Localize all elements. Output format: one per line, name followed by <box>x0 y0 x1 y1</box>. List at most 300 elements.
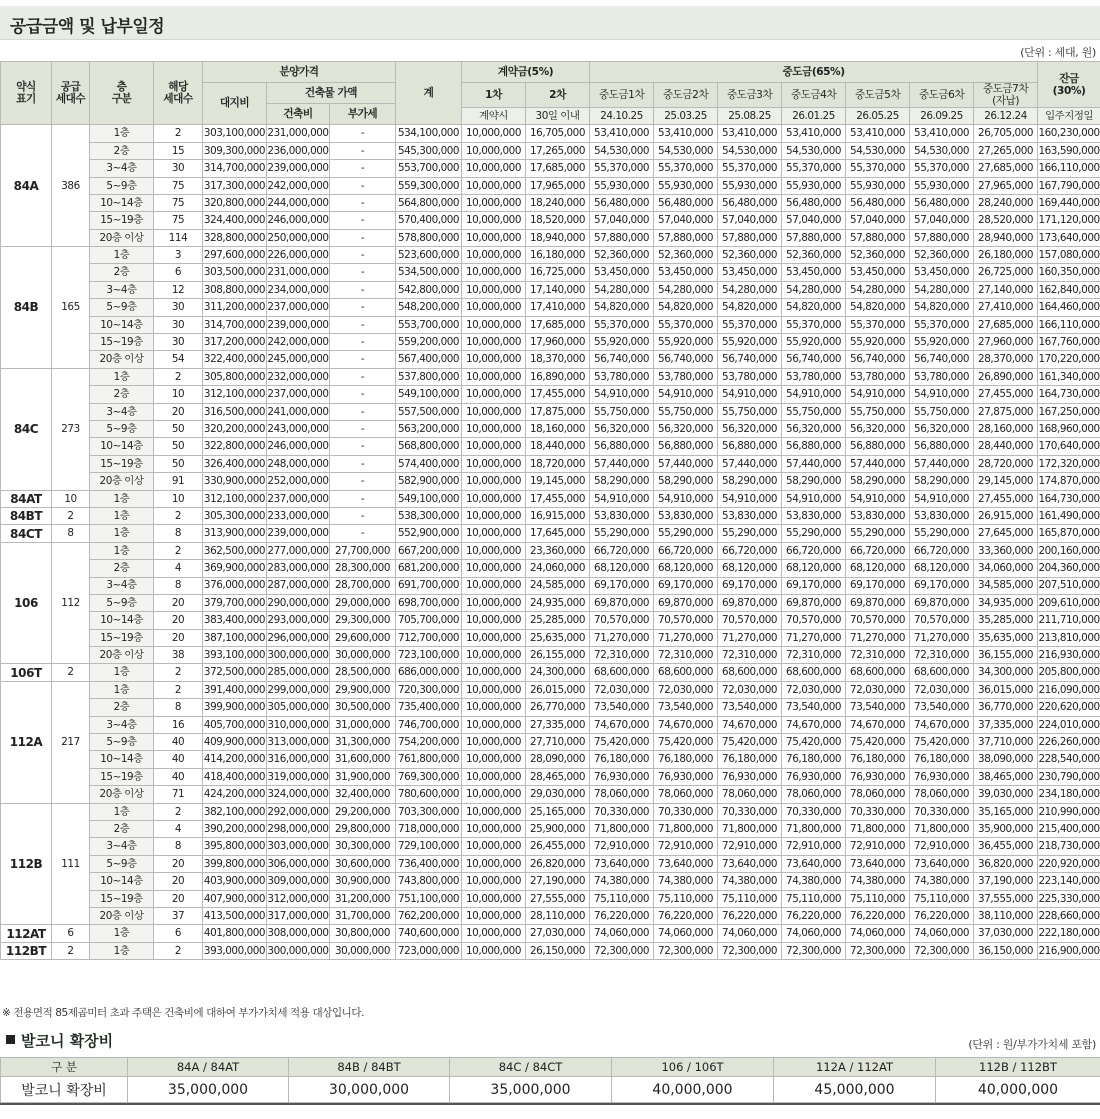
value-cell: 297,600,000 <box>203 247 267 264</box>
header-interim-5: 중도금5차 <box>846 83 910 108</box>
value-cell: 10,000,000 <box>462 229 526 246</box>
value-cell: 54,280,000 <box>782 281 846 298</box>
value-cell: 55,290,000 <box>654 525 718 542</box>
value-cell: 37,190,000 <box>974 873 1038 890</box>
value-cell: 761,800,000 <box>396 751 462 768</box>
value-cell: 213,810,000 <box>1038 629 1100 646</box>
value-cell: - <box>330 125 396 142</box>
value-cell: 211,710,000 <box>1038 612 1100 629</box>
value-cell: 74,670,000 <box>910 716 974 733</box>
value-cell: 75 <box>154 177 203 194</box>
value-cell: 28,110,000 <box>526 907 590 924</box>
schedule-cell: 입주지정일 <box>1038 108 1100 125</box>
value-cell: 54,530,000 <box>654 142 718 159</box>
table-row <box>1 942 1100 959</box>
value-cell: 582,900,000 <box>396 473 462 490</box>
table-row <box>1 264 1100 281</box>
value-cell: 71 <box>154 786 203 803</box>
value-cell: 691,700,000 <box>396 577 462 594</box>
value-cell: 169,440,000 <box>1038 194 1100 211</box>
value-cell: 31,700,000 <box>330 907 396 924</box>
value-cell: 76,930,000 <box>910 768 974 785</box>
value-cell: 10 <box>154 490 203 507</box>
table-row <box>1 299 1100 316</box>
value-cell: 53,830,000 <box>846 507 910 524</box>
value-cell: 17,685,000 <box>526 316 590 333</box>
value-cell: 407,900,000 <box>203 890 267 907</box>
value-cell: 50 <box>154 420 203 437</box>
value-cell: 74,670,000 <box>782 716 846 733</box>
value-cell: 55,290,000 <box>782 525 846 542</box>
value-cell: 68,120,000 <box>590 560 654 577</box>
floor-cell: 5~9층 <box>90 855 154 872</box>
value-cell: 56,740,000 <box>910 351 974 368</box>
value-cell: 413,500,000 <box>203 907 267 924</box>
value-cell: 10,000,000 <box>462 125 526 142</box>
value-cell: 172,320,000 <box>1038 455 1100 472</box>
value-cell: 231,000,000 <box>267 125 330 142</box>
value-cell: 226,000,000 <box>267 247 330 264</box>
value-cell: - <box>330 507 396 524</box>
floor-cell: 20층 이상 <box>90 907 154 924</box>
value-cell: 542,800,000 <box>396 281 462 298</box>
value-cell: 8 <box>154 699 203 716</box>
value-cell: 25,635,000 <box>526 629 590 646</box>
value-cell: 34,300,000 <box>974 664 1038 681</box>
value-cell: 70,330,000 <box>654 803 718 820</box>
value-cell: 53,780,000 <box>718 368 782 385</box>
value-cell: 55,290,000 <box>910 525 974 542</box>
value-cell: 534,500,000 <box>396 264 462 281</box>
value-cell: 548,200,000 <box>396 299 462 316</box>
floor-cell: 1층 <box>90 803 154 820</box>
floor-cell: 1층 <box>90 942 154 959</box>
value-cell: 681,200,000 <box>396 560 462 577</box>
value-cell: 57,040,000 <box>718 212 782 229</box>
header-building: 건축물 가액 <box>267 83 396 104</box>
value-cell: 74,380,000 <box>590 873 654 890</box>
table-row <box>1 160 1100 177</box>
value-cell: 26,890,000 <box>974 368 1038 385</box>
value-cell: 66,720,000 <box>910 542 974 559</box>
value-cell: 70,570,000 <box>590 612 654 629</box>
value-cell: 746,700,000 <box>396 716 462 733</box>
value-cell: 54,530,000 <box>718 142 782 159</box>
value-cell: 222,180,000 <box>1038 925 1100 942</box>
value-cell: 239,000,000 <box>267 316 330 333</box>
value-cell: 10,000,000 <box>462 873 526 890</box>
table-row <box>1 177 1100 194</box>
floor-cell: 20층 이상 <box>90 473 154 490</box>
balcony-header-label: 구 분 <box>1 1058 128 1077</box>
value-cell: 37,710,000 <box>974 734 1038 751</box>
value-cell: 35,900,000 <box>974 820 1038 837</box>
value-cell: 393,000,000 <box>203 942 267 959</box>
value-cell: 56,480,000 <box>846 194 910 211</box>
value-cell: 71,800,000 <box>782 820 846 837</box>
value-cell: 57,440,000 <box>654 455 718 472</box>
value-cell: 27,875,000 <box>974 403 1038 420</box>
value-cell: 10,000,000 <box>462 473 526 490</box>
value-cell: 55,370,000 <box>910 316 974 333</box>
value-cell: 16,725,000 <box>526 264 590 281</box>
floor-cell: 5~9층 <box>90 594 154 611</box>
value-cell: 28,940,000 <box>974 229 1038 246</box>
value-cell: 20 <box>154 873 203 890</box>
value-cell: 34,585,000 <box>974 577 1038 594</box>
value-cell: 27,555,000 <box>526 890 590 907</box>
value-cell: 56,480,000 <box>782 194 846 211</box>
value-cell: 10,000,000 <box>462 647 526 664</box>
value-cell: 239,000,000 <box>267 525 330 542</box>
value-cell: 223,140,000 <box>1038 873 1100 890</box>
schedule-cell: 30일 이내 <box>526 108 590 125</box>
value-cell: 57,440,000 <box>590 455 654 472</box>
value-cell: 56,320,000 <box>910 420 974 437</box>
floor-cell: 15~19층 <box>90 768 154 785</box>
value-cell: 30,800,000 <box>330 925 396 942</box>
value-cell: 173,640,000 <box>1038 229 1100 246</box>
value-cell: 71,270,000 <box>846 629 910 646</box>
value-cell: 383,400,000 <box>203 612 267 629</box>
value-cell: 55,370,000 <box>846 316 910 333</box>
value-cell: - <box>330 473 396 490</box>
floor-cell: 2층 <box>90 560 154 577</box>
value-cell: 76,930,000 <box>654 768 718 785</box>
value-cell: 55,370,000 <box>718 316 782 333</box>
value-cell: 72,910,000 <box>590 838 654 855</box>
value-cell: 2 <box>154 368 203 385</box>
table-row <box>1 368 1100 385</box>
supply-households: 2 <box>52 664 90 681</box>
table-header <box>1 62 1100 125</box>
value-cell: 36,015,000 <box>974 681 1038 698</box>
value-cell: 69,170,000 <box>782 577 846 594</box>
value-cell: 69,870,000 <box>718 594 782 611</box>
floor-cell: 1층 <box>90 125 154 142</box>
table-row <box>1 855 1100 872</box>
value-cell: 164,460,000 <box>1038 299 1100 316</box>
value-cell: 52,360,000 <box>782 247 846 264</box>
value-cell: 705,700,000 <box>396 612 462 629</box>
value-cell: 242,000,000 <box>267 177 330 194</box>
value-cell: 54,820,000 <box>846 299 910 316</box>
value-cell: 29,300,000 <box>330 612 396 629</box>
value-cell: 25,165,000 <box>526 803 590 820</box>
value-cell: 71,800,000 <box>654 820 718 837</box>
table-row <box>1 281 1100 298</box>
value-cell: 56,320,000 <box>654 420 718 437</box>
value-cell: 10,000,000 <box>462 786 526 803</box>
value-cell: 210,990,000 <box>1038 803 1100 820</box>
value-cell: 29,200,000 <box>330 803 396 820</box>
value-cell: - <box>330 194 396 211</box>
value-cell: 317,200,000 <box>203 334 267 351</box>
value-cell: 10,000,000 <box>462 577 526 594</box>
value-cell: 71,270,000 <box>718 629 782 646</box>
value-cell: - <box>330 438 396 455</box>
value-cell: 76,180,000 <box>718 751 782 768</box>
value-cell: 56,480,000 <box>718 194 782 211</box>
schedule-cell: 25.08.25 <box>718 108 782 125</box>
value-cell: 216,090,000 <box>1038 681 1100 698</box>
table-row <box>1 420 1100 437</box>
value-cell: 75,420,000 <box>910 734 974 751</box>
header-sale-price: 분양가격 <box>203 62 396 83</box>
value-cell: 20 <box>154 612 203 629</box>
value-cell: 70,570,000 <box>846 612 910 629</box>
value-cell: 10,000,000 <box>462 507 526 524</box>
value-cell: 322,800,000 <box>203 438 267 455</box>
value-cell: 553,700,000 <box>396 160 462 177</box>
value-cell: 8 <box>154 577 203 594</box>
value-cell: 55,370,000 <box>654 316 718 333</box>
value-cell: 751,100,000 <box>396 890 462 907</box>
value-cell: 55,370,000 <box>846 160 910 177</box>
value-cell: 72,030,000 <box>846 681 910 698</box>
value-cell: 55,750,000 <box>846 403 910 420</box>
value-cell: 399,900,000 <box>203 699 267 716</box>
value-cell: 57,440,000 <box>782 455 846 472</box>
value-cell: 10,000,000 <box>462 716 526 733</box>
value-cell: 559,300,000 <box>396 177 462 194</box>
value-cell: 19,145,000 <box>526 473 590 490</box>
value-cell: 237,000,000 <box>267 386 330 403</box>
value-cell: 246,000,000 <box>267 212 330 229</box>
schedule-cell: 25.03.25 <box>654 108 718 125</box>
value-cell: 30,000,000 <box>330 942 396 959</box>
value-cell: - <box>330 160 396 177</box>
value-cell: 574,400,000 <box>396 455 462 472</box>
value-cell: 72,030,000 <box>782 681 846 698</box>
value-cell: 164,730,000 <box>1038 386 1100 403</box>
value-cell: 72,310,000 <box>782 647 846 664</box>
value-cell: 26,150,000 <box>526 942 590 959</box>
floor-cell: 20층 이상 <box>90 786 154 803</box>
supply-households: 112 <box>52 542 90 664</box>
value-cell: 161,490,000 <box>1038 507 1100 524</box>
value-cell: 53,830,000 <box>910 507 974 524</box>
floor-cell: 20층 이상 <box>90 647 154 664</box>
value-cell: 69,170,000 <box>718 577 782 594</box>
value-cell: 53,410,000 <box>910 125 974 142</box>
value-cell: 74,060,000 <box>846 925 910 942</box>
value-cell: 78,060,000 <box>718 786 782 803</box>
value-cell: - <box>330 229 396 246</box>
header-land: 대지비 <box>203 83 267 125</box>
value-cell: 161,340,000 <box>1038 368 1100 385</box>
value-cell: 313,000,000 <box>267 734 330 751</box>
value-cell: 418,400,000 <box>203 768 267 785</box>
value-cell: 10,000,000 <box>462 525 526 542</box>
value-cell: 16,705,000 <box>526 125 590 142</box>
value-cell: 55,290,000 <box>718 525 782 542</box>
value-cell: 55,930,000 <box>654 177 718 194</box>
value-cell: 75,110,000 <box>846 890 910 907</box>
value-cell: 76,930,000 <box>590 768 654 785</box>
value-cell: 75,420,000 <box>846 734 910 751</box>
value-cell: 54 <box>154 351 203 368</box>
value-cell: - <box>330 490 396 507</box>
value-cell: 6 <box>154 925 203 942</box>
value-cell: 73,640,000 <box>654 855 718 872</box>
value-cell: 37,555,000 <box>974 890 1038 907</box>
value-cell: 25,285,000 <box>526 612 590 629</box>
value-cell: 17,455,000 <box>526 490 590 507</box>
floor-cell: 15~19층 <box>90 890 154 907</box>
value-cell: 68,600,000 <box>654 664 718 681</box>
value-cell: 68,600,000 <box>910 664 974 681</box>
value-cell: 76,930,000 <box>718 768 782 785</box>
value-cell: 26,770,000 <box>526 699 590 716</box>
value-cell: 70,330,000 <box>782 803 846 820</box>
floor-cell: 10~14층 <box>90 316 154 333</box>
value-cell: 17,645,000 <box>526 525 590 542</box>
value-cell: 69,170,000 <box>654 577 718 594</box>
value-cell: 53,450,000 <box>590 264 654 281</box>
value-cell: 55,750,000 <box>782 403 846 420</box>
value-cell: 54,910,000 <box>718 490 782 507</box>
value-cell: 78,060,000 <box>782 786 846 803</box>
value-cell: 27,710,000 <box>526 734 590 751</box>
value-cell: 4 <box>154 560 203 577</box>
value-cell: 10,000,000 <box>462 751 526 768</box>
value-cell: 55,370,000 <box>654 160 718 177</box>
floor-cell: 10~14층 <box>90 438 154 455</box>
value-cell: 283,000,000 <box>267 560 330 577</box>
value-cell: 76,180,000 <box>782 751 846 768</box>
table-row <box>1 820 1100 837</box>
value-cell: 220,920,000 <box>1038 855 1100 872</box>
value-cell: 409,900,000 <box>203 734 267 751</box>
value-cell: 166,110,000 <box>1038 160 1100 177</box>
value-cell: 74,060,000 <box>782 925 846 942</box>
value-cell: 549,100,000 <box>396 490 462 507</box>
value-cell: 52,360,000 <box>718 247 782 264</box>
value-cell: 75,420,000 <box>654 734 718 751</box>
title-bar <box>0 6 1100 40</box>
value-cell: 17,875,000 <box>526 403 590 420</box>
value-cell: 27,455,000 <box>974 386 1038 403</box>
value-cell: 53,410,000 <box>590 125 654 142</box>
table-row <box>1 560 1100 577</box>
value-cell: 233,000,000 <box>267 507 330 524</box>
value-cell: 76,220,000 <box>718 907 782 924</box>
supply-households: 8 <box>52 525 90 542</box>
balcony-value: 45,000,000 <box>774 1077 936 1103</box>
floor-cell: 5~9층 <box>90 420 154 437</box>
value-cell: 56,740,000 <box>718 351 782 368</box>
floor-cell: 1층 <box>90 368 154 385</box>
value-cell: 27,455,000 <box>974 490 1038 507</box>
value-cell: 53,830,000 <box>590 507 654 524</box>
value-cell: 2 <box>154 125 203 142</box>
table-row <box>1 664 1100 681</box>
balcony-type: 84B / 84BT <box>289 1058 450 1077</box>
value-cell: 73,540,000 <box>910 699 974 716</box>
value-cell: 50 <box>154 438 203 455</box>
value-cell: 26,015,000 <box>526 681 590 698</box>
value-cell: 56,880,000 <box>782 438 846 455</box>
value-cell: 226,260,000 <box>1038 734 1100 751</box>
value-cell: 303,500,000 <box>203 264 267 281</box>
value-cell: 36,820,000 <box>974 855 1038 872</box>
value-cell: 66,720,000 <box>654 542 718 559</box>
value-cell: 54,530,000 <box>590 142 654 159</box>
value-cell: 55,920,000 <box>846 334 910 351</box>
value-cell: 55,930,000 <box>590 177 654 194</box>
value-cell: - <box>330 403 396 420</box>
value-cell: 68,600,000 <box>846 664 910 681</box>
value-cell: 306,000,000 <box>267 855 330 872</box>
header-floor: 층 구분 <box>90 62 154 125</box>
value-cell: 16,180,000 <box>526 247 590 264</box>
floor-cell: 1층 <box>90 490 154 507</box>
value-cell: 78,060,000 <box>846 786 910 803</box>
schedule-cell: 26.01.25 <box>782 108 846 125</box>
floor-cell: 20층 이상 <box>90 351 154 368</box>
value-cell: 53,780,000 <box>590 368 654 385</box>
value-cell: 300,000,000 <box>267 942 330 959</box>
value-cell: 76,180,000 <box>590 751 654 768</box>
unit-type: 112B <box>1 803 52 925</box>
value-cell: 27,960,000 <box>974 334 1038 351</box>
value-cell: - <box>330 299 396 316</box>
value-cell: 236,000,000 <box>267 142 330 159</box>
value-cell: 31,300,000 <box>330 734 396 751</box>
value-cell: 230,790,000 <box>1038 768 1100 785</box>
value-cell: 10,000,000 <box>462 351 526 368</box>
value-cell: 205,800,000 <box>1038 664 1100 681</box>
value-cell: 29,000,000 <box>330 594 396 611</box>
value-cell: 69,870,000 <box>782 594 846 611</box>
value-cell: 71,800,000 <box>910 820 974 837</box>
supply-households: 217 <box>52 681 90 803</box>
value-cell: 30,000,000 <box>330 647 396 664</box>
value-cell: 285,000,000 <box>267 664 330 681</box>
value-cell: 74,380,000 <box>654 873 718 890</box>
value-cell: 326,400,000 <box>203 455 267 472</box>
value-cell: 55,930,000 <box>718 177 782 194</box>
table-row <box>1 386 1100 403</box>
value-cell: 2 <box>154 681 203 698</box>
value-cell: 72,030,000 <box>654 681 718 698</box>
value-cell: 248,000,000 <box>267 455 330 472</box>
table-row <box>1 699 1100 716</box>
header-interim-6: 중도금6차 <box>910 83 974 108</box>
value-cell: 10,000,000 <box>462 838 526 855</box>
value-cell: 10,000,000 <box>462 664 526 681</box>
table-row <box>1 525 1100 542</box>
floor-cell: 2층 <box>90 699 154 716</box>
value-cell: 18,370,000 <box>526 351 590 368</box>
value-cell: 38,090,000 <box>974 751 1038 768</box>
value-cell: 320,200,000 <box>203 420 267 437</box>
value-cell: 73,640,000 <box>718 855 782 872</box>
balcony-header-row <box>1 1058 1100 1077</box>
value-cell: 27,410,000 <box>974 299 1038 316</box>
value-cell: 76,220,000 <box>846 907 910 924</box>
value-cell: 76,180,000 <box>910 751 974 768</box>
value-cell: 8 <box>154 838 203 855</box>
floor-cell: 3~4층 <box>90 403 154 420</box>
table-row <box>1 925 1100 942</box>
value-cell: 56,880,000 <box>590 438 654 455</box>
floor-cell: 2층 <box>90 264 154 281</box>
value-cell: 73,540,000 <box>654 699 718 716</box>
header-interim-3: 중도금3차 <box>718 83 782 108</box>
value-cell: 20 <box>154 594 203 611</box>
